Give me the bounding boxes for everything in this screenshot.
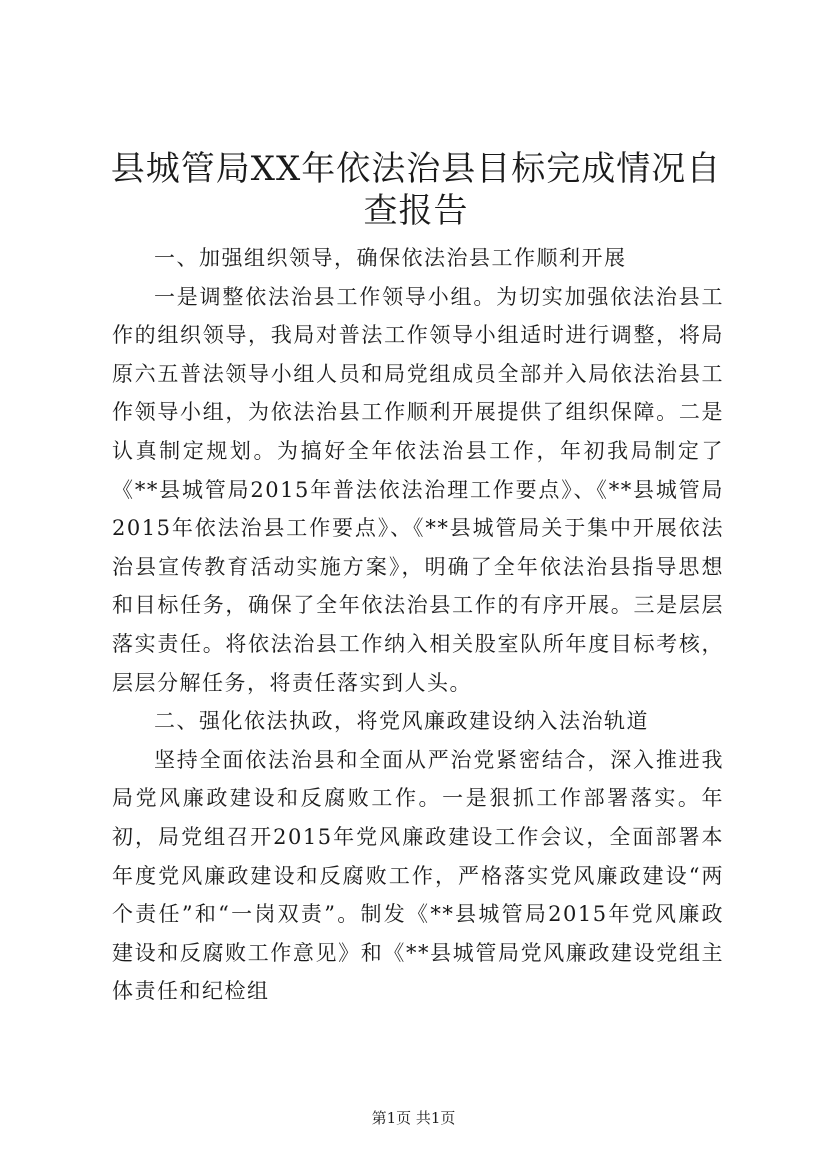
page-number-footer: 第1页 共1页: [371, 1109, 456, 1127]
body-paragraph-2: 坚持全面依法治县和全面从严治党紧密结合，深入推进我局党风廉政建设和反腐败工作。一是狠抓工作部署落实。年初，局党组召开2015年党风廉政建设工作会议，全面部署本年度党风廉政建设和反腐败工作，严格落实党风廉政建设“两个责任”和“一岗双责”。制发《**县城管局2015年党风廉政建设和反腐败工作意见》和《**县城管局党风廉政建设党组主体责任和纪检组: [112, 747, 724, 1004]
section-heading-1: 一、加强组织领导，确保依法治县工作顺利开展: [154, 246, 627, 270]
document-title: 县城管局XX年依法治县目标完成情况自查报告: [110, 149, 722, 231]
body-paragraph-1: 一是调整依法治县工作领导小组。为切实加强依法治县工作的组织领导，我局对普法工作领导小组适时进行调整，将局原六五普法领导小组人员和局党组成员全部并入局依法治县工作领导小组，为依法治县工作顺利开展提供了组织保障。二是认真制定规划。为搞好全年依法治县工作，年初我局制定了《**县城管局2015年普法依法治理工作要点》、《**县城管局2015年依法治县工作要点》、《**县城管局关于集中开展依法治县宣传教育活动实施方案》，明确了全年依法治县指导思想和目标任务，确保了全年依法治县工作的有序开展。三是层层落实责任。将依法治县工作纳入相关股室队所年度目标考核，层层分解任务，将责任落实到人头。: [112, 284, 724, 695]
document-body: [112, 239, 724, 1011]
section-heading-2: 二、强化依法执政，将党风廉政建设纳入法治轨道: [154, 709, 649, 734]
